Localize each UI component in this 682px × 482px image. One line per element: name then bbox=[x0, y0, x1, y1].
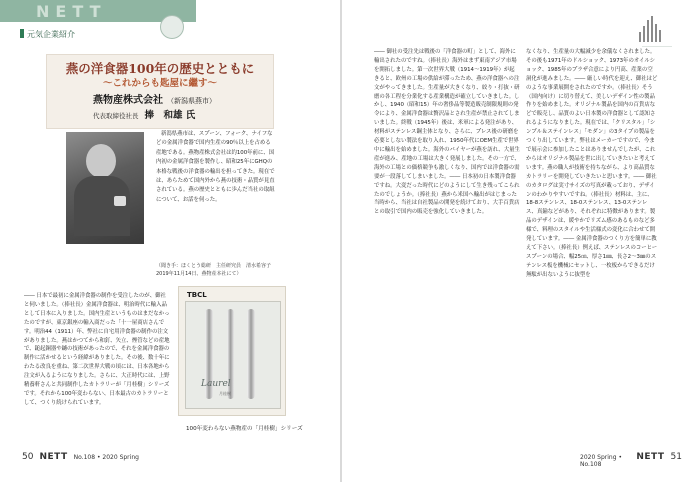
company-name: 燕物産株式会社 （新潟県燕市） bbox=[93, 95, 216, 106]
nett-emblem-icon bbox=[160, 15, 184, 39]
representative bbox=[93, 107, 195, 121]
company-location: （新潟県燕市） bbox=[167, 97, 216, 105]
issue-label: 2020 Spring • No.108 bbox=[580, 454, 622, 468]
interview-credit: （聞き手：ほくとう総研 主任研究員 清水希容子 2019年11月14日、燕物産本社にて） bbox=[156, 263, 277, 277]
body-column-2: ―― 御社の受注先は戦後の「洋食器の町」として、海外に輸出されたのですね。（捧社長）海外はまず東南アジア市場を開拓しました。第一次世界大戦（1914〜1919年）が起きると、欧州の工場の供給が滞ったため、燕の洋食器への注文がやってきました。生産量が大きくなり、絞り・打抜・研磨の各工程を分業化する産業構造が確立していきました。しかし、1940（昭和15）年の奢侈品等製造販売制限規則の発令により、金属洋食器は贅沢品とされ生産が禁止されてしまいました。終戦（1945年）後は、米軍による発注があり、材料がステンレス鋼主体となり、さらに、プレス後の研磨を必要としない製法を取り入れ、1950年代にOEM生産で世界中に輸出を始めました。海外のバイヤーが燕を訪れ、大量生産が進み、産地の工場は大きく発展しました。その一方で、海外の工場との価格競争も激しくなり、国内では洋食器の需要が一段落してしまいました。―― 日本初の日本製洋食器ですね。大変だった時代にどのようにして生き残ってこられたのでしょうか。（捧社長）燕から米国へ輸出がはじまった当時から、当社は自社製品の開発を続けており、大手百貨店との取引で国内の販売を強化していきました。 bbox=[374, 49, 520, 216]
body-column-1: ―― 日本で最初に金属洋食器の制作を受注したのが、御社と伺いました。（捧社長）金属洋食器は、明治時代に輸入品として日本に入りました。国内生産というものはまだなかったのですが、東京銀座の輸入商だった「十一屋商店さんです。明治44（1911）年、弊社に自宅用洋食器の制作の注文がありました。燕はかつてから和釘、矢立、煙管などの産地で、鎚起銅器や鑢の技術があったので、それを金属洋食器の制作に活かせるという経緯がありました。その後、数十年にわたる改良を重ね、第二次世界大戦の頃には、日本各地から注文が入るようになりました。さらに、大正時代には、上野精養軒さんと共同制作したカトラリーが「月桂樹」シリーズです。それから100年変わらない、日本最古のカトラリーとして、つくり続けられています。 bbox=[24, 293, 170, 406]
issue-label: No.108 • 2020 Spring bbox=[73, 454, 139, 461]
page-number: 51 bbox=[670, 452, 682, 462]
rep-name: 捧 和雄 氏 bbox=[144, 110, 196, 121]
article-header bbox=[46, 54, 274, 129]
right-footer bbox=[580, 452, 682, 468]
president-photo bbox=[66, 132, 144, 244]
rep-title: 代表取締役社長 bbox=[93, 112, 139, 120]
catalog-caption: 100年変わらない燕物産の「月桂樹」シリーズ bbox=[186, 426, 303, 432]
article-subtitle: 〜これからも匙屋に繼す〜 bbox=[102, 78, 217, 89]
spoon-image bbox=[247, 309, 255, 399]
footer-logo: NETT bbox=[39, 452, 68, 462]
article-title: 燕の洋食器100年の歴史とともに bbox=[65, 61, 255, 76]
left-footer bbox=[22, 452, 139, 462]
body-column-3: なくなり、生産量の大幅減少を余儀なくされました。その後も1971年のドルショック、1973年のオイルショック、1985年のプラザ合意により円高、産業の空洞化が進みました。―― 厳しい時代を迎え、御社はどのような事業展開をされたのですか。（捧社長）そう（国内向け）に切り替えて、美しいデザイン性の製品作りを始めました。オリジナル製品を国内の百貨店などで販売し、品質のよい日本製の洋食器として認知されるようになりました。現在では、「クリスタル」「シンプル＆ステインレス」「モダン」の3タイプの製品をつくり出しています。弊社はメーカーですので、今まで展示会に参加したことはありませんでしたが、これからはオリジナル製品を世に出していきたいと考えています。燕の職人が技術を持ちながら、より高品質なカトラリーを開発していきたいと思います。―― 御社のカタログは実寸サイズの写真が載っており、デザインのわかりやすいですね。（捧社長）材料は、主に、18-8ステンレス、18-0ステンレス、13-0ステンレス、真鍮などがあり、それぞれに特徴があります。製品のデザインは、緩やかでリズム感のあるものなど多様で、料理のスタイルや生活様式の変化に合わせて開発しています。―― 金属洋食器のつくり方を簡単に教えて下さい。（捧社長）例えば、ステンレスのコーヒースプーンの場合、幅25㎝、厚さ1㎜、長さ2〜3㎜のステンレス板を機械にセットし、一枚板からできるだけ無駄が出ないように抜型を bbox=[526, 49, 658, 278]
footer-logo: NETT bbox=[636, 452, 665, 462]
article-intro: 新潟県燕市は、スプーン、フォーク、ナイフなどの金属洋食器で国内生産の90％以上を占める産地である。燕物産株式会社は約100年前に、国内初の金属洋食器を製作し、昭和25年にGHQの本格な戦後の洋食器の輸出を担ってきた。現在では、あらためて国内外から燕の技術・品質が見直されている。燕の歴史とともに歩んだ当社の取組について、お話を伺った。 bbox=[156, 131, 275, 203]
left-page bbox=[0, 0, 340, 482]
right-page bbox=[342, 0, 682, 482]
catalog-brand: TBCL bbox=[187, 291, 207, 299]
magazine-logo: NETT bbox=[36, 2, 107, 21]
catalog-script: Laurel bbox=[201, 379, 231, 389]
page-ornament-icon bbox=[639, 16, 663, 42]
section-label: 元気企業紹介 bbox=[20, 29, 75, 40]
catalog-sub: 月桂樹 bbox=[219, 391, 231, 396]
page-number: 50 bbox=[22, 452, 34, 462]
catalog-image bbox=[178, 286, 286, 416]
